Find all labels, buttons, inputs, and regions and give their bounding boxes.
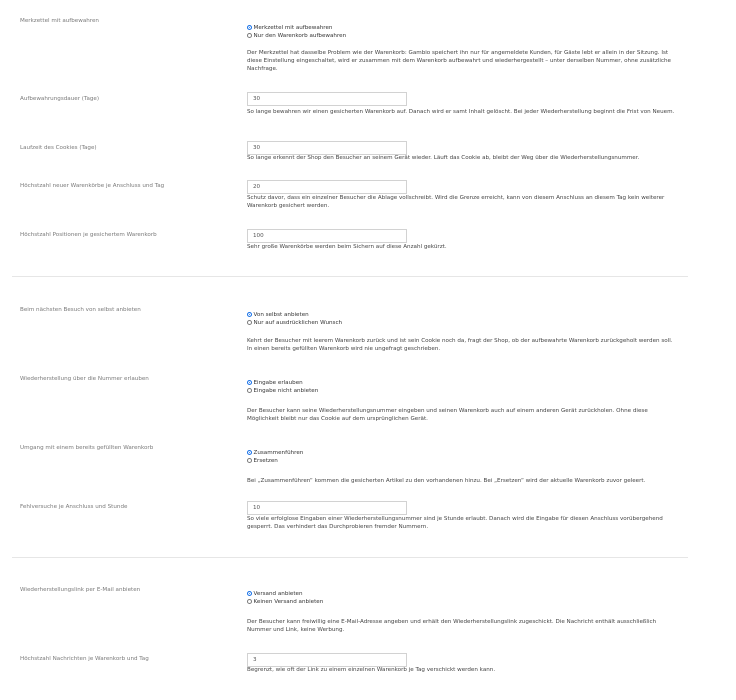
setting-description-max-positions: Sehr große Warenkörbe werden beim Sichern auf diese Anzahl gekürzt. xyxy=(247,244,447,250)
setting-description-filled-cart-handling: Bei „Zusammenführen“ kommen die gesicherten Artikel zu den vorhandenen hinzu. Bei „Ersetzen“ wird der aktuelle Warenkorb zuvor geleert. xyxy=(247,478,646,484)
setting-label-failed-attempts: Fehlversuche je Anschluss und Stunde xyxy=(20,504,128,510)
setting-label-max-new-carts: Höchstzahl neuer Warenkörbe je Anschluss und Tag xyxy=(20,183,165,189)
radio-send-email[interactable]: Versand anbieten xyxy=(247,591,303,598)
setting-label-email-link: Wiederherstellungslink per E-Mail anbieten xyxy=(20,587,141,593)
radio-checked-icon xyxy=(247,380,252,385)
radio-auto-offer[interactable]: Von selbst anbieten xyxy=(247,312,309,319)
radio-checked-icon xyxy=(247,25,252,30)
max-new-carts-input[interactable]: 20 xyxy=(247,180,407,194)
radio-checked-icon xyxy=(247,312,252,317)
setting-description-retention-days: So lange bewahren wir einen gesicherten Warenkorb auf. Danach wird er samt Inhalt gelöscht. Bei jeder Wiederherstellung beginnt die Frist von Neuem. xyxy=(247,109,675,115)
max-positions-input[interactable]: 100 xyxy=(247,229,407,243)
setting-label-max-messages: Höchstzahl Nachrichten je Warenkorb und Tag xyxy=(20,656,149,662)
setting-description-max-new-carts: Schutz davor, dass ein einzelner Besucher die Ablage vollschreibt. Wird die Grenze erreicht, kann von diesem Anschluss an diesem Tag kein weiterer Warenkorb gesichert werden. xyxy=(247,195,665,209)
max-messages-input[interactable]: 3 xyxy=(247,653,407,667)
radio-unchecked-icon xyxy=(247,33,252,38)
setting-label-max-positions: Höchstzahl Positionen je gesichertem Warenkorb xyxy=(20,232,157,238)
setting-label-restore-by-number: Wiederherstellung über die Nummer erlauben xyxy=(20,376,149,382)
retention-days-input[interactable]: 30 xyxy=(247,92,407,106)
setting-description-failed-attempts: So viele erfolglose Eingaben einer Wiederherstellungsnummer sind je Stunde erlaubt. Danach wird die Eingabe für diesen Anschluss vorübergehend gesperrt. Das verhindert das Durchprobieren fremder Nummern. xyxy=(247,516,663,530)
radio-unchecked-icon xyxy=(247,388,252,393)
setting-label-cookie-days: Laufzeit des Cookies (Tage) xyxy=(20,145,97,151)
radio-unchecked-icon xyxy=(247,320,252,325)
radio-on-request[interactable]: Nur auf ausdrücklichen Wunsch xyxy=(247,320,342,327)
setting-description-auto-offer: Kehrt der Besucher mit leerem Warenkorb zurück und ist sein Cookie noch da, fragt der Shop, ob der aufbewahrte Warenkorb zurückgeholt werden soll. In einen bereits gefüllten Warenkorb wird nie ungefragt geschrieben. xyxy=(247,338,673,352)
radio-merkzettel-keep[interactable]: Merkzettel mit aufbewahren xyxy=(247,25,332,32)
radio-unchecked-icon xyxy=(247,458,252,463)
radio-allow-input[interactable]: Eingabe erlauben xyxy=(247,380,303,387)
radio-unchecked-icon xyxy=(247,599,252,604)
section-divider xyxy=(12,557,688,558)
setting-label-retention-days: Aufbewahrungsdauer (Tage) xyxy=(20,96,100,102)
setting-label-merkzettel: Merkzettel mit aufbewahren xyxy=(20,18,99,24)
setting-label-filled-cart-handling: Umgang mit einem bereits gefüllten Warenkorb xyxy=(20,445,154,451)
setting-label-auto-offer: Beim nächsten Besuch von selbst anbieten xyxy=(20,307,141,313)
cookie-days-input[interactable]: 30 xyxy=(247,141,407,155)
setting-description-restore-by-number: Der Besucher kann seine Wiederherstellungsnummer eingeben und seinen Warenkorb auch auf einem anderen Gerät zurückholen. Ohne diese Möglichkeit bleibt nur das Cookie auf dem ursprünglichen Gerät. xyxy=(247,408,648,422)
radio-merge[interactable]: Zusammenführen xyxy=(247,450,303,457)
radio-cart-only[interactable]: Nur den Warenkorb aufbewahren xyxy=(247,33,346,40)
radio-no-input[interactable]: Eingabe nicht anbieten xyxy=(247,388,318,395)
radio-no-email[interactable]: Keinen Versand anbieten xyxy=(247,599,323,606)
failed-attempts-input[interactable]: 10 xyxy=(247,501,407,515)
setting-description-email-link: Der Besucher kann freiwillig eine E-Mail-Adresse angeben und erhält den Wiederherstellungslink zugeschickt. Die Nachricht enthält ausschließlich Nummer und Link, keine Werbung. xyxy=(247,619,657,633)
section-divider xyxy=(12,276,688,277)
radio-replace[interactable]: Ersetzen xyxy=(247,458,278,465)
setting-description-merkzettel: Der Merkzettel hat dasselbe Problem wie der Warenkorb: Gambio speichert ihn nur für angemeldete Kunden, für Gäste lebt er allein in der Sitzung. Ist diese Einstellung eingeschaltet, wird er zusammen mit dem Warenkorb aufbewahrt und wiederhergestellt – unter derselben Nummer, ohne zusätzliche Nachfrage. xyxy=(247,50,671,72)
radio-checked-icon xyxy=(247,591,252,596)
setting-description-cookie-days: So lange erkennt der Shop den Besucher an seinem Gerät wieder. Läuft das Cookie ab, bleibt der Weg über die Wiederherstellungsnummer. xyxy=(247,155,640,161)
setting-description-max-messages: Begrenzt, wie oft der Link zu einem einzelnen Warenkorb je Tag verschickt werden kann. xyxy=(247,667,496,673)
radio-checked-icon xyxy=(247,450,252,455)
